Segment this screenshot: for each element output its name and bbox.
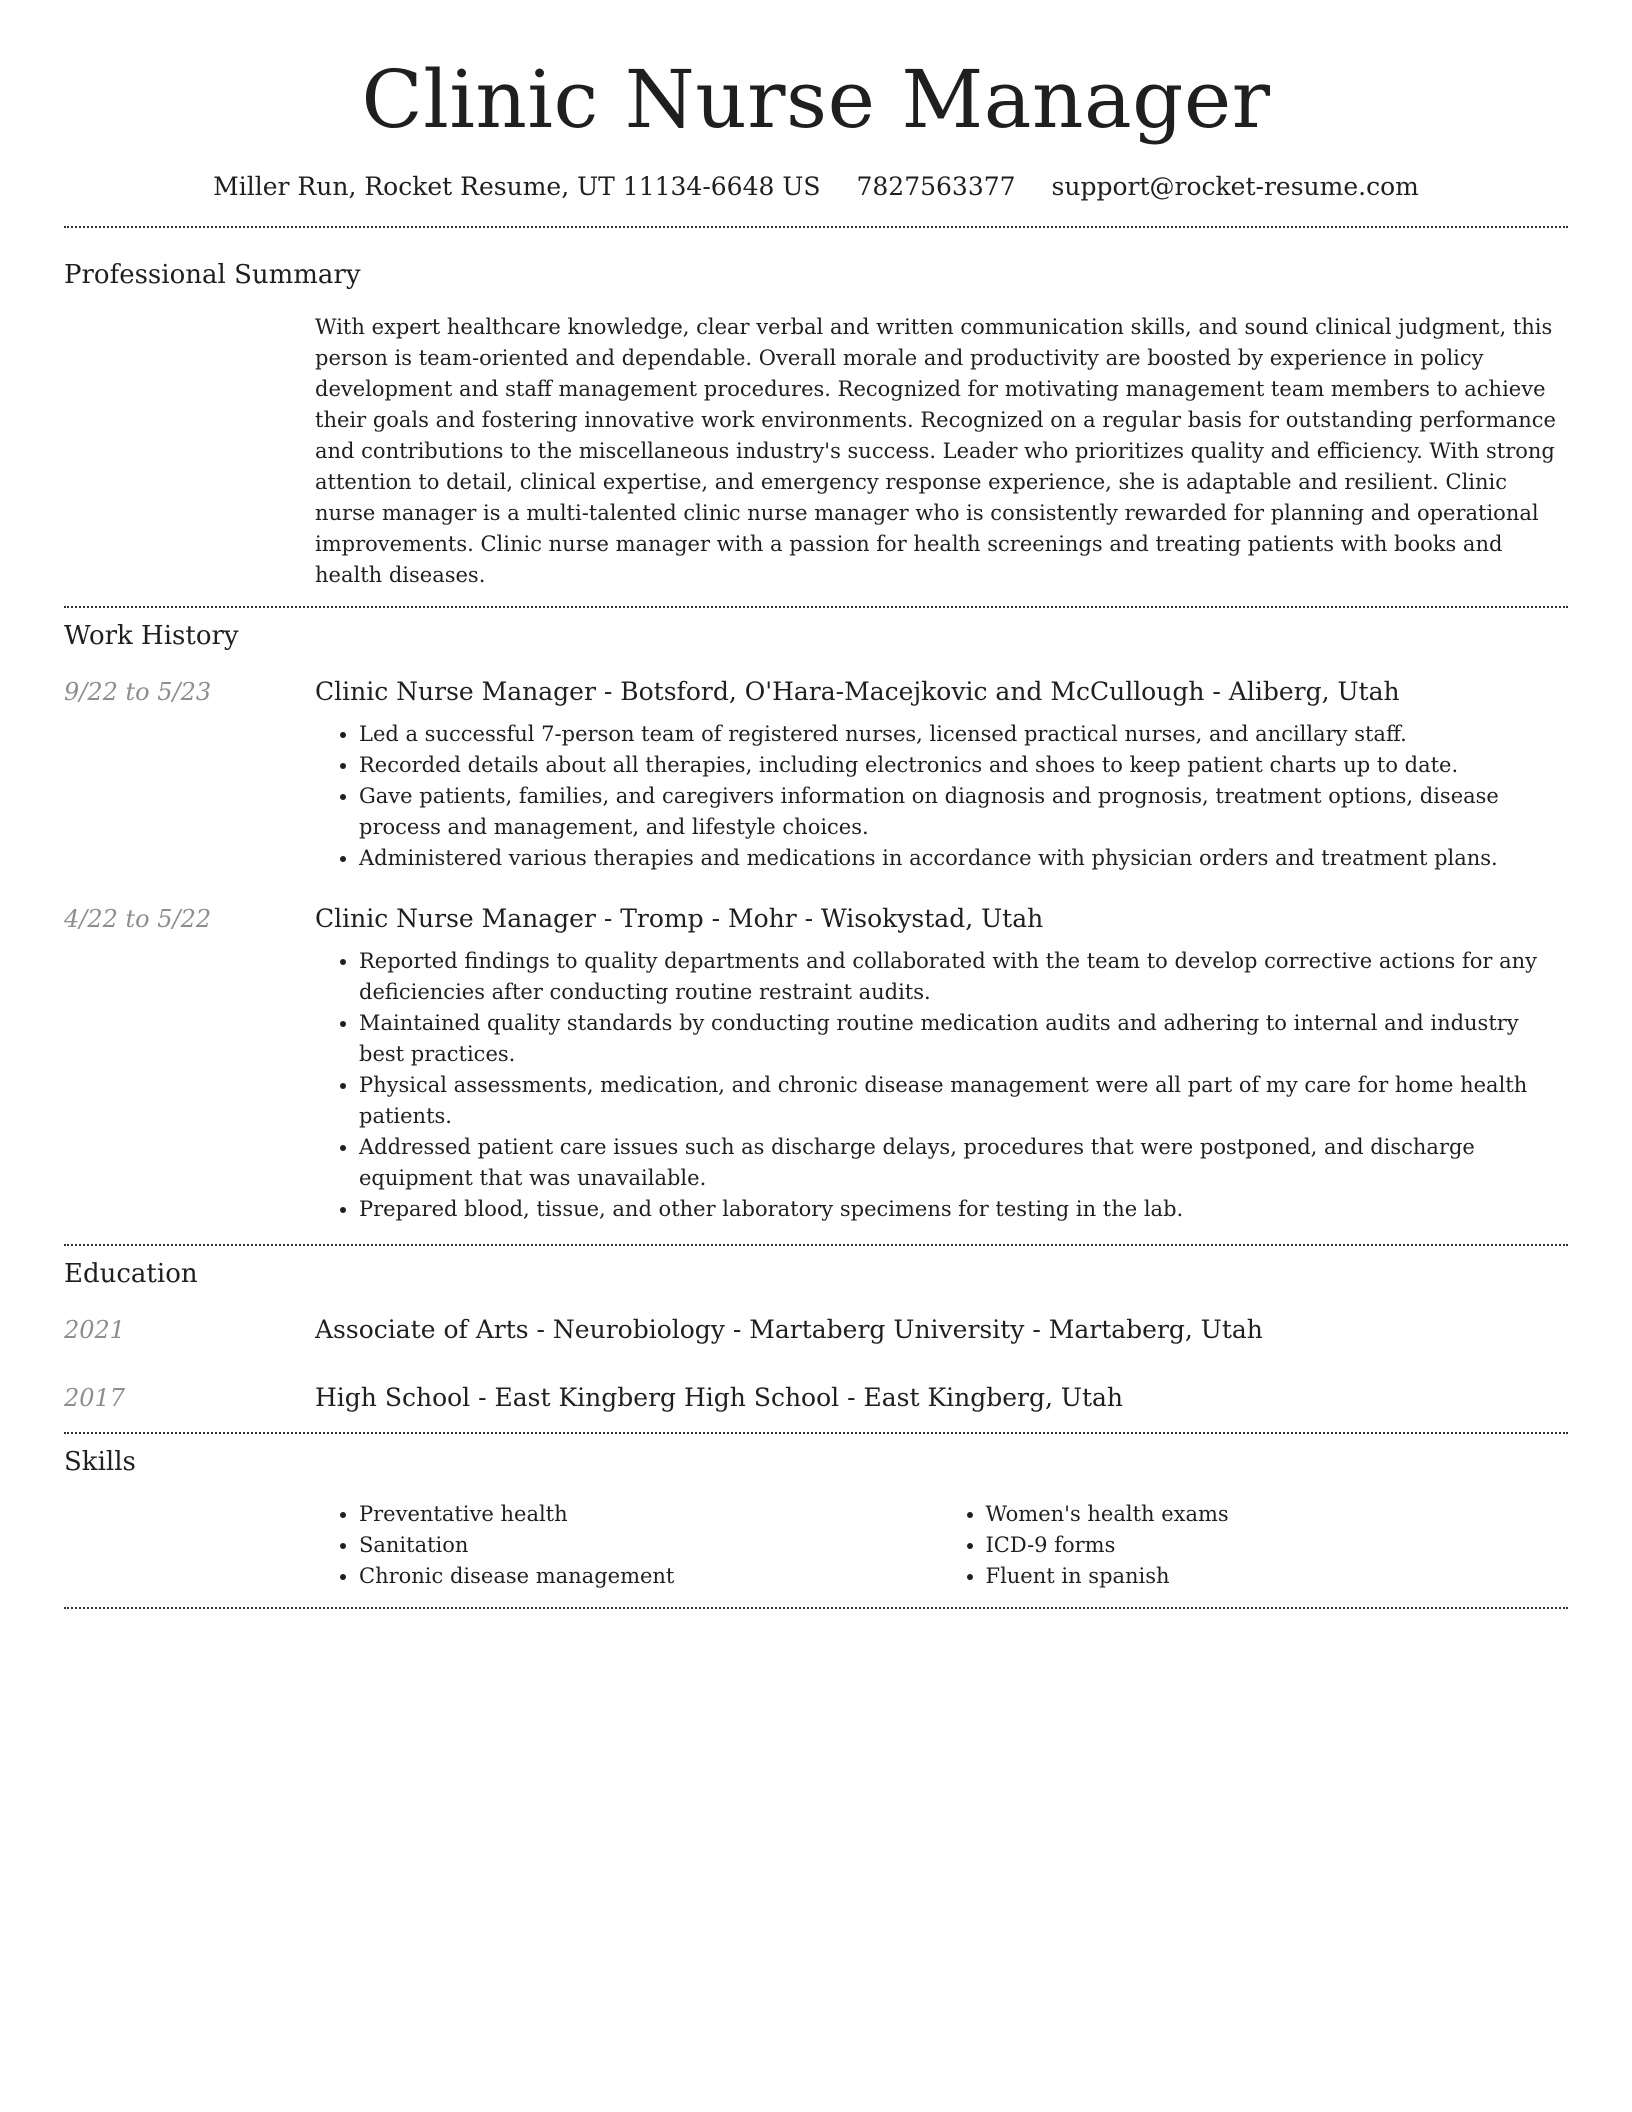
skill-item: • Women's health exams [986,1499,1569,1530]
education-year: 2017 [64,1384,126,1412]
skills-section [64,1434,1568,1592]
job-bullet: • Physical assessments, medication, and chronic disease management were all part of my care for home health patients. [359,1070,1568,1132]
education-section [64,1246,1568,1415]
job-dates: 9/22 to 5/23 [64,678,212,706]
section-title-work: Work History [64,621,239,651]
email: support@rocket-resume.com [1051,172,1419,201]
education-year: 2021 [64,1316,126,1344]
skills-spacer [64,1499,315,1592]
skill-item: • Sanitation [359,1530,942,1561]
section-title-skills: Skills [64,1447,136,1477]
summary-section [64,228,1568,591]
candidate-name: Clinic Nurse Manager [361,53,1271,146]
education-heading: Associate of Arts - Neurobiology - Martaberg University - Martaberg, Utah [315,1315,1263,1344]
section-title-education: Education [64,1259,198,1289]
job-bullet: • Maintained quality standards by conducting routine medication audits and adhering to internal and industry best practices. [359,1008,1568,1070]
job-bullets [315,946,1568,1225]
summary-spacer [64,312,315,591]
divider [64,1607,1568,1609]
skills-column-right [942,1499,1569,1592]
education-entry [64,1313,1568,1347]
resume-header [64,0,1568,204]
work-history-section [64,608,1568,1225]
job-bullet: • Gave patients, families, and caregivers information on diagnosis and prognosis, treatment options, disease process and management, and lifestyle choices. [359,781,1568,843]
skills-grid [315,1499,1568,1592]
job-entry [64,675,1568,874]
section-title-summary: Professional Summary [64,260,361,290]
job-bullet: • Administered various therapies and medications in accordance with physician orders and treatment plans. [359,843,1568,874]
job-bullet: • Recorded details about all therapies, including electronics and shoes to keep patient charts up to date. [359,750,1568,781]
contact-line [64,170,1568,204]
job-heading: Clinic Nurse Manager - Botsford, O'Hara-Macejkovic and McCullough - Aliberg, Utah [315,677,1400,706]
job-dates: 4/22 to 5/22 [64,905,212,933]
job-bullet: • Reported findings to quality departments and collaborated with the team to develop corrective actions for any deficiencies after conducting routine restraint audits. [359,946,1568,1008]
phone: 7827563377 [856,172,1016,201]
skill-item: • ICD-9 forms [986,1530,1569,1561]
job-heading: Clinic Nurse Manager - Tromp - Mohr - Wisokystad, Utah [315,904,1044,933]
job-bullet: • Addressed patient care issues such as discharge delays, procedures that were postponed, and discharge equipment that was unavailable. [359,1132,1568,1194]
summary-text: With expert healthcare knowledge, clear verbal and written communication skills, and sound clinical judgment, this person is team-oriented and dependable. Overall morale and productivity are boosted by experience in policy development and staff management procedures. Recognized for motivating management team members to achieve their goals and fostering innovative work environments. Recognized on a regular basis for outstanding performance and contributions to the miscellaneous industry's success. Leader who prioritizes quality and efficiency. With strong attention to detail, clinical expertise, and emergency response experience, she is adaptable and resilient. Clinic nurse manager is a multi-talented clinic nurse manager who is consistently rewarded for planning and operational improvements. Clinic nurse manager with a passion for health screenings and treating patients with books and health diseases. [315,315,1556,587]
education-entry [64,1381,1568,1415]
skill-item: • Preventative health [359,1499,942,1530]
skills-column-left [315,1499,942,1592]
job-bullets [315,719,1568,874]
skill-item: • Chronic disease management [359,1561,942,1592]
skill-item: • Fluent in spanish [986,1561,1569,1592]
job-entry [64,902,1568,1225]
address: Miller Run, Rocket Resume, UT 11134-6648 US [213,172,821,201]
job-bullet: • Led a successful 7-person team of registered nurses, licensed practical nurses, and ancillary staff. [359,719,1568,750]
job-bullet: • Prepared blood, tissue, and other laboratory specimens for testing in the lab. [359,1194,1568,1225]
education-heading: High School - East Kingberg High School - East Kingberg, Utah [315,1383,1124,1412]
